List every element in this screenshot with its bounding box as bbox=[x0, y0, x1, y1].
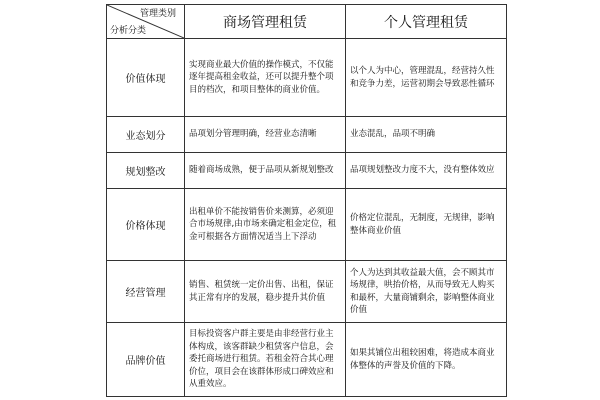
comparison-table bbox=[106, 4, 507, 397]
table-row bbox=[107, 153, 507, 189]
commercial-cell: 品项划分管理明确，经营业态清晰 bbox=[185, 117, 346, 153]
commercial-cell: 随着商场成熟，便于品项从新规划整改 bbox=[185, 153, 346, 189]
table-row bbox=[107, 261, 507, 323]
corner-bottom-label: 分析分类 bbox=[110, 26, 147, 36]
corner-top-label: 管理类别 bbox=[139, 9, 176, 19]
commercial-cell: 销售、租赁统一定价出售、出租，保证其正常有序的发展，稳步提升其价值 bbox=[185, 261, 346, 323]
row-label: 规划整改 bbox=[107, 153, 185, 189]
header-row bbox=[107, 5, 507, 39]
corner-header-cell bbox=[107, 5, 185, 39]
commercial-cell: 实现商业最大价值的操作模式，不仅能逐年提高租金收益，还可以提升整个项目的档次，和项目整体的商业价值。 bbox=[185, 39, 346, 117]
comparison-table-container bbox=[106, 4, 506, 396]
row-label: 价值体现 bbox=[107, 39, 185, 117]
column-header-personal: 个人管理租赁 bbox=[346, 5, 507, 39]
row-label: 经营管理 bbox=[107, 261, 185, 323]
table-row bbox=[107, 323, 507, 397]
commercial-cell: 目标投资客户群主要是由非经营行业主体构成，该客群缺少租赁客户信息，会委托商场进行租赁。若租金符合其心理价位，项目会在该群体形成口碑效应和从重效应。 bbox=[185, 323, 346, 397]
commercial-cell: 出租单价不能按销售价来测算，必须迎合市场规律,由市场来确定租金定位，租金可根据各方面情况适当上下浮动 bbox=[185, 189, 346, 261]
row-label: 业态划分 bbox=[107, 117, 185, 153]
table-row bbox=[107, 39, 507, 117]
table-row bbox=[107, 117, 507, 153]
personal-cell: 价格定位混乱，无制度，无规律，影响整体商业价值 bbox=[346, 189, 507, 261]
table-row bbox=[107, 189, 507, 261]
personal-cell: 个人为达到其收益最大值，会不顾其市场规律，哄抬价格，从而导致无人购买和最杯，大量商铺剩余，影响整体商业价值 bbox=[346, 261, 507, 323]
personal-cell: 业态混乱，品项不明确 bbox=[346, 117, 507, 153]
personal-cell: 如果其铺位出租较困难，将造成本商业体整体的声誉及价值的下降。 bbox=[346, 323, 507, 397]
row-label: 价格体现 bbox=[107, 189, 185, 261]
personal-cell: 品项规划整改力度不大，没有整体效应 bbox=[346, 153, 507, 189]
personal-cell: 以个人为中心，管理混乱，经营持久性和竞争力差，运营初期会导致恶性循环 bbox=[346, 39, 507, 117]
column-header-commercial: 商场管理租赁 bbox=[185, 5, 346, 39]
row-label: 品牌价值 bbox=[107, 323, 185, 397]
